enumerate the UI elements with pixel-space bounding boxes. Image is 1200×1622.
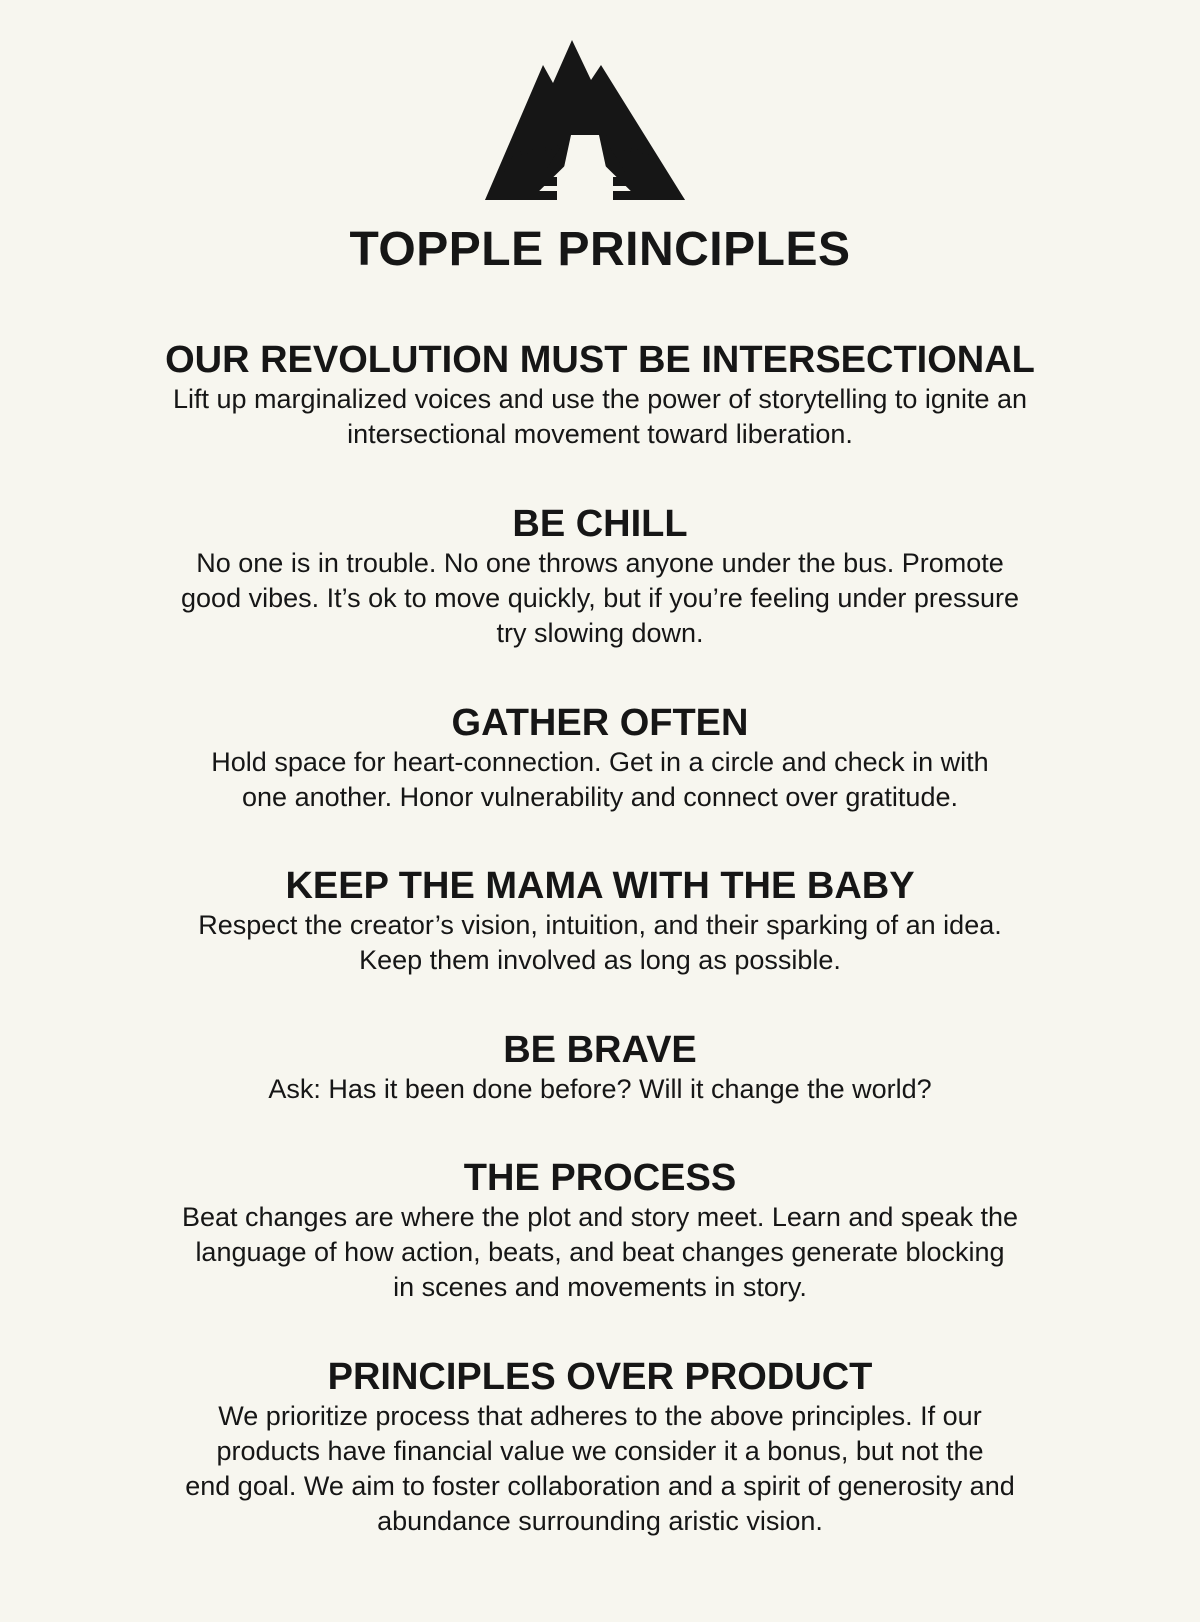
principle-body: [100, 908, 1100, 978]
principle-heading: OUR REVOLUTION MUST BE INTERSECTIONAL: [165, 339, 1035, 381]
principle-heading: KEEP THE MAMA WITH THE BABY: [285, 865, 915, 907]
principle-body-line: Lift up marginalized voices and use the power of storytelling to ignite an: [173, 384, 1027, 414]
principle-principles-over-product: [100, 1355, 1100, 1539]
principle-body-line: language of how action, beats, and beat changes generate blocking: [195, 1237, 1005, 1267]
principle-body-line: in scenes and movements in story.: [393, 1272, 807, 1302]
principle-body-line: Hold space for heart-connection. Get in a circle and check in with: [211, 747, 989, 777]
principle-heading: THE PROCESS: [463, 1157, 737, 1199]
principle-body-line: products have financial value we consider it a bonus, but not the: [216, 1436, 984, 1466]
principle-gather-often: [100, 701, 1100, 815]
principle-body: [100, 546, 1100, 651]
principle-body: [100, 382, 1100, 452]
principle-heading: BE BRAVE: [503, 1029, 697, 1071]
principle-heading: GATHER OFTEN: [451, 702, 749, 744]
principle-body: [100, 1072, 1100, 1107]
principle-body-line: good vibes. It’s ok to move quickly, but if you’re feeling under pressure: [181, 583, 1019, 613]
principle-body-line: one another. Honor vulnerability and connect over gratitude.: [242, 782, 958, 812]
principle-body-line: We prioritize process that adheres to the above principles. If our: [218, 1401, 982, 1431]
principle-intersectional: [100, 338, 1100, 452]
principle-body-line: Respect the creator’s vision, intuition, and their sparking of an idea.: [198, 910, 1002, 940]
principle-body-line: Keep them involved as long as possible.: [359, 945, 841, 975]
mountain-road-icon: [485, 38, 705, 208]
principle-body-line: intersectional movement toward liberation.: [347, 419, 853, 449]
principle-body: [100, 1200, 1100, 1305]
principle-body-line: try slowing down.: [496, 618, 704, 648]
principle-the-process: [100, 1156, 1100, 1305]
principle-heading: PRINCIPLES OVER PRODUCT: [327, 1356, 873, 1398]
principle-heading: BE CHILL: [512, 503, 688, 545]
principle-body-line: Ask: Has it been done before? Will it change the world?: [268, 1074, 932, 1104]
principle-body-line: Beat changes are where the plot and story meet. Learn and speak the: [181, 1202, 1019, 1232]
principle-body-line: abundance surrounding aristic vision.: [377, 1506, 823, 1536]
principle-body: [100, 745, 1100, 815]
principle-mama-with-baby: [100, 864, 1100, 978]
page-title: TOPPLE PRINCIPLES: [349, 223, 851, 276]
principle-body-line: end goal. We aim to foster collaboration and a spirit of generosity and: [185, 1471, 1015, 1501]
principle-body: [100, 1399, 1100, 1539]
principle-be-chill: [100, 502, 1100, 651]
principle-body-line: No one is in trouble. No one throws anyone under the bus. Promote: [196, 548, 1004, 578]
principle-be-brave: [100, 1028, 1100, 1107]
